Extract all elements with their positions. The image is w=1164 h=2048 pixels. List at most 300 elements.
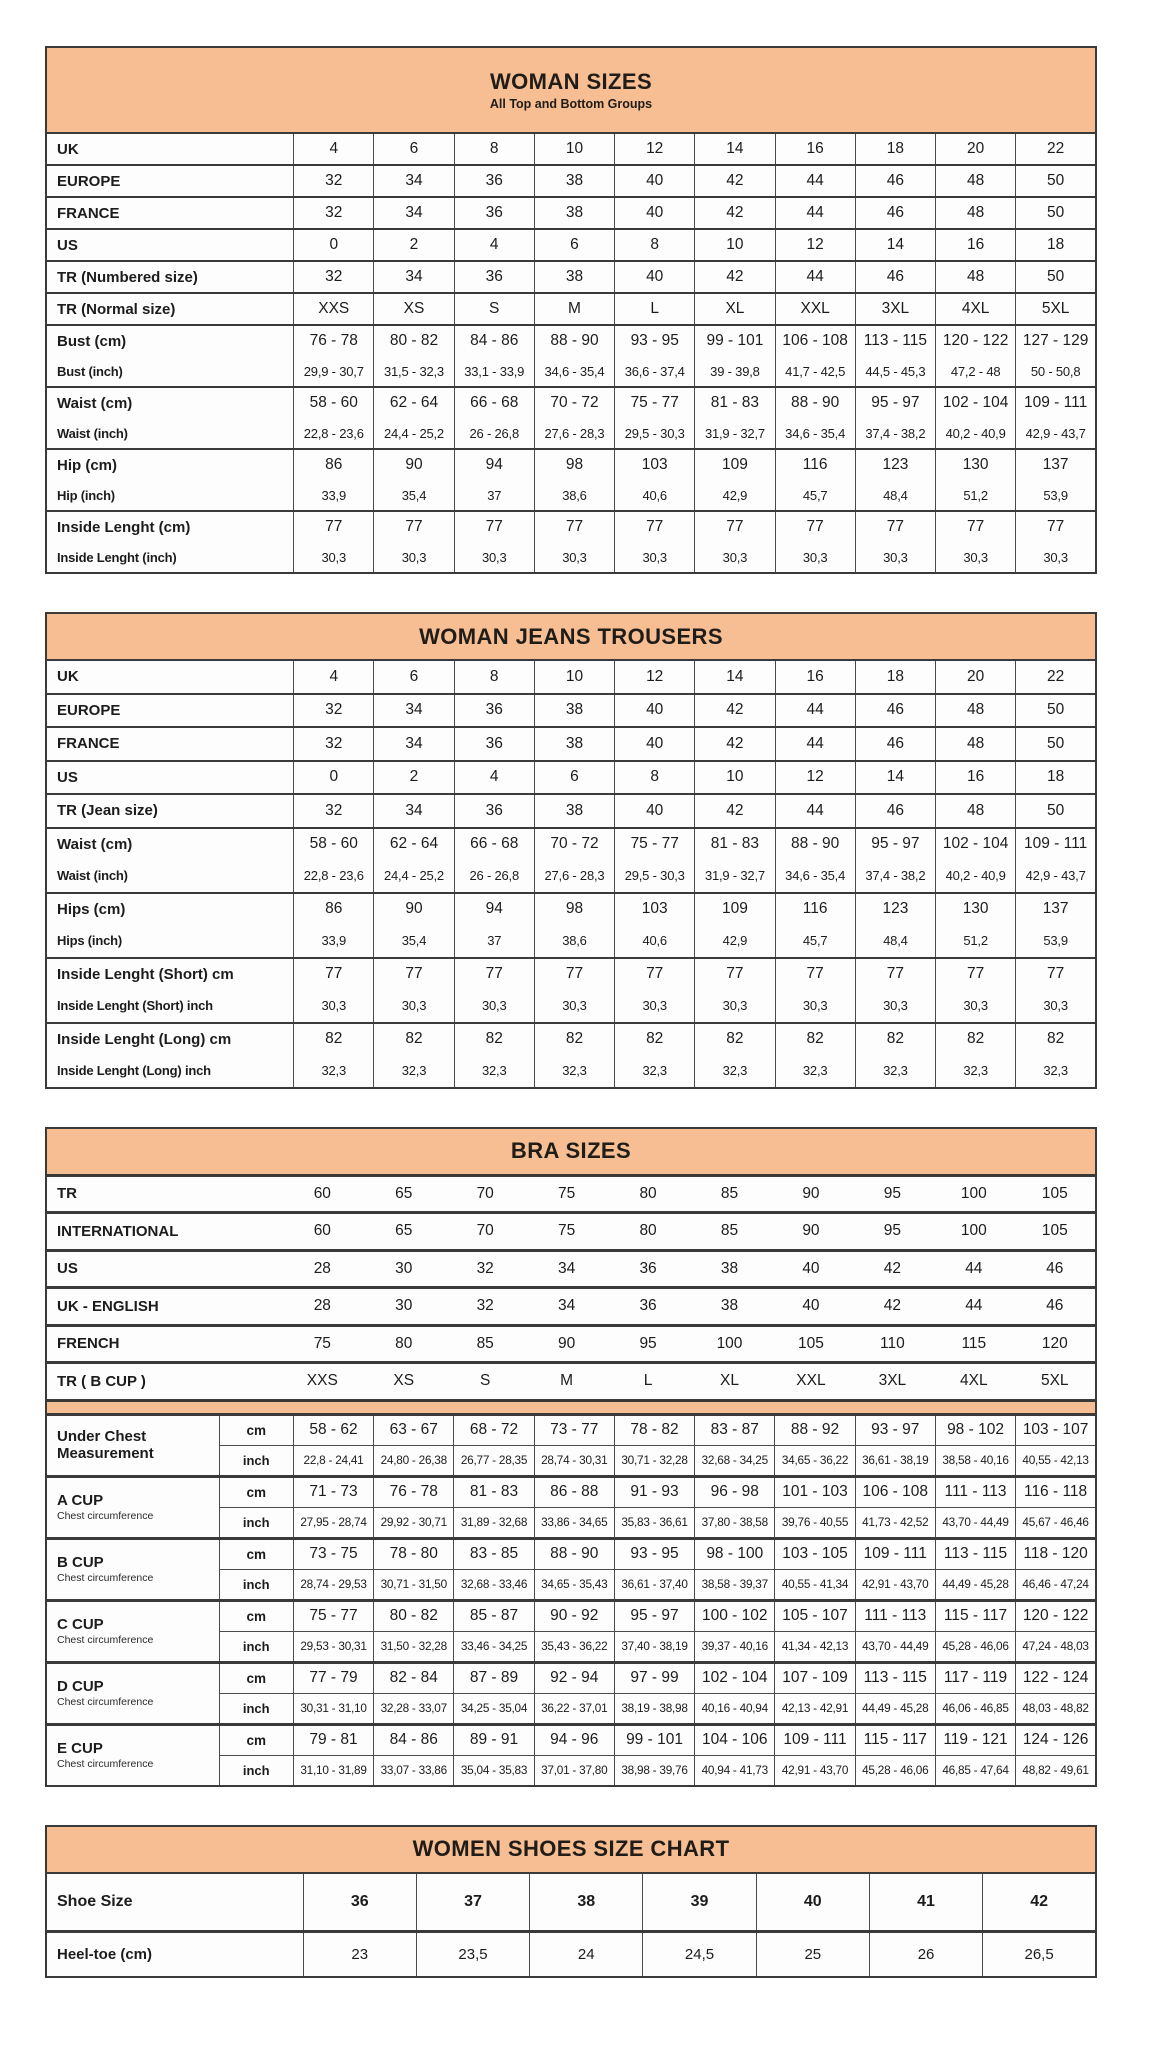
value-cell: 88 - 92 <box>775 1414 855 1445</box>
value-cell: 103 <box>615 449 695 480</box>
value-cell: 16 <box>936 761 1016 795</box>
value-cell: 32,68 - 34,25 <box>695 1445 775 1476</box>
value-cell: 60 <box>282 1175 363 1213</box>
bra-measurements-table <box>45 1413 1097 1787</box>
value-cell: 100 - 102 <box>695 1600 775 1631</box>
value-cell: 42 <box>852 1250 933 1288</box>
value-cell: 45,28 - 46,06 <box>855 1755 935 1786</box>
value-cell: 106 - 108 <box>855 1476 935 1507</box>
value-cell: 40,2 - 40,9 <box>936 418 1016 449</box>
value-cell: 18 <box>1016 229 1096 261</box>
value-cell: 50 <box>1016 197 1096 229</box>
value-cell: 42 <box>695 794 775 828</box>
value-cell: 39,37 - 40,16 <box>695 1631 775 1662</box>
value-cell: 80 <box>363 1325 444 1363</box>
value-cell: 77 <box>695 958 775 991</box>
table-row <box>46 660 1096 694</box>
value-cell: 101 - 103 <box>775 1476 855 1507</box>
value-cell: 30,3 <box>775 990 855 1023</box>
value-cell: 102 - 104 <box>936 828 1016 861</box>
value-cell: 44,5 - 45,3 <box>855 356 935 387</box>
value-cell: 70 - 72 <box>534 387 614 418</box>
value-cell: 50 <box>1016 165 1096 197</box>
value-cell: 40 <box>770 1288 851 1326</box>
value-cell: 48 <box>936 165 1016 197</box>
value-cell: 82 <box>936 1023 1016 1056</box>
value-cell: 34,6 - 35,4 <box>534 356 614 387</box>
value-cell: 47,24 - 48,03 <box>1016 1631 1096 1662</box>
value-cell: 86 <box>294 893 374 926</box>
value-cell: 63 - 67 <box>374 1414 454 1445</box>
woman-sizes-table <box>45 132 1097 574</box>
value-cell: 81 - 83 <box>695 828 775 861</box>
value-cell: 111 - 113 <box>935 1476 1015 1507</box>
row-sublabel: Chest circumference <box>57 1510 154 1523</box>
value-cell: 4 <box>294 660 374 694</box>
unit-cell: inch <box>219 1631 293 1662</box>
value-cell: 44 <box>933 1250 1014 1288</box>
value-cell: 58 - 60 <box>294 828 374 861</box>
table-row <box>46 990 1096 1023</box>
value-cell: 77 - 79 <box>293 1662 373 1693</box>
value-cell: 18 <box>855 660 935 694</box>
table-row <box>46 1023 1096 1056</box>
value-cell: 32,3 <box>775 1055 855 1088</box>
value-cell: 42 <box>983 1873 1096 1932</box>
value-cell: 95 <box>607 1325 688 1363</box>
value-cell: 36 <box>454 261 534 293</box>
value-cell: 36,6 - 37,4 <box>615 356 695 387</box>
value-cell: 41,7 - 42,5 <box>775 356 855 387</box>
row-label: Inside Lenght (Long) cm <box>46 1023 294 1056</box>
value-cell: 29,5 - 30,3 <box>615 418 695 449</box>
value-cell: 93 - 97 <box>855 1414 935 1445</box>
value-cell: 6 <box>374 133 454 165</box>
value-cell: 103 - 107 <box>1016 1414 1096 1445</box>
table-row <box>46 794 1096 828</box>
value-cell: 34 <box>374 794 454 828</box>
value-cell: 103 - 105 <box>775 1538 855 1569</box>
value-cell: 77 <box>534 511 614 542</box>
value-cell: 47,2 - 48 <box>936 356 1016 387</box>
value-cell: 4XL <box>936 293 1016 325</box>
value-cell: 115 <box>933 1325 1014 1363</box>
value-cell: 97 - 99 <box>614 1662 694 1693</box>
value-cell: 95 - 97 <box>855 828 935 861</box>
value-cell: 32,3 <box>1016 1055 1096 1088</box>
value-cell: 100 <box>689 1325 770 1363</box>
row-label: TR ( B CUP ) <box>46 1363 282 1400</box>
row-label: B CUP <box>57 1553 104 1571</box>
value-cell: 92 - 94 <box>534 1662 614 1693</box>
value-cell: 50 <box>1016 727 1096 761</box>
value-cell: XS <box>374 293 454 325</box>
value-cell: 58 - 62 <box>293 1414 373 1445</box>
value-cell: 46 <box>855 727 935 761</box>
row-label: Hip (cm) <box>46 449 294 480</box>
value-cell: 115 - 117 <box>855 1724 935 1755</box>
value-cell: 109 - 111 <box>1016 828 1096 861</box>
table-row <box>46 418 1096 449</box>
value-cell: 36 <box>607 1288 688 1326</box>
value-cell: 29,9 - 30,7 <box>294 356 374 387</box>
value-cell: 30,3 <box>615 542 695 573</box>
value-cell: 87 - 89 <box>454 1662 534 1693</box>
value-cell: 38 <box>534 794 614 828</box>
woman-sizes-subtitle: All Top and Bottom Groups <box>489 97 653 111</box>
row-label: FRENCH <box>46 1325 282 1363</box>
woman-sizes-section <box>45 46 1097 574</box>
value-cell: 40 <box>615 165 695 197</box>
value-cell: 12 <box>775 761 855 795</box>
value-cell: 31,50 - 32,28 <box>374 1631 454 1662</box>
value-cell: 44 <box>775 794 855 828</box>
value-cell: 105 - 107 <box>775 1600 855 1631</box>
table-row <box>46 511 1096 542</box>
value-cell: 86 - 88 <box>534 1476 614 1507</box>
value-cell: 77 <box>615 958 695 991</box>
value-cell: 42 <box>695 197 775 229</box>
woman-jeans-title: WOMAN JEANS TROUSERS <box>419 623 723 649</box>
value-cell: XL <box>689 1363 770 1400</box>
value-cell: 30 <box>363 1250 444 1288</box>
value-cell: 130 <box>936 893 1016 926</box>
value-cell: 45,28 - 46,06 <box>935 1631 1015 1662</box>
value-cell: 30 <box>363 1288 444 1326</box>
value-cell: 44,49 - 45,28 <box>935 1569 1015 1600</box>
row-label: US <box>46 761 294 795</box>
value-cell: 98 <box>534 893 614 926</box>
value-cell: 10 <box>695 229 775 261</box>
value-cell: 38 <box>534 694 614 728</box>
value-cell: 27,6 - 28,3 <box>534 418 614 449</box>
value-cell: 44 <box>775 197 855 229</box>
value-cell: 8 <box>454 660 534 694</box>
row-label: Hips (cm) <box>46 893 294 926</box>
value-cell: 37 <box>454 925 534 958</box>
bra-conversion-table <box>45 1174 1097 1401</box>
row-group-label <box>46 1724 219 1786</box>
value-cell: 44,49 - 45,28 <box>855 1693 935 1724</box>
value-cell: 76 - 78 <box>374 1476 454 1507</box>
value-cell: 44 <box>775 165 855 197</box>
value-cell: 30,3 <box>855 990 935 1023</box>
value-cell: 137 <box>1016 893 1096 926</box>
value-cell: 42,91 - 43,70 <box>855 1569 935 1600</box>
value-cell: 27,95 - 28,74 <box>293 1507 373 1538</box>
table-row <box>46 1662 1096 1693</box>
value-cell: 77 <box>775 511 855 542</box>
value-cell: 73 - 77 <box>534 1414 614 1445</box>
row-label: Bust (cm) <box>46 325 294 356</box>
unit-cell: inch <box>219 1569 293 1600</box>
value-cell: 38,98 - 39,76 <box>614 1755 694 1786</box>
value-cell: M <box>534 293 614 325</box>
value-cell: 95 <box>852 1213 933 1251</box>
table-row <box>46 1250 1096 1288</box>
value-cell: 6 <box>374 660 454 694</box>
value-cell: 38,58 - 40,16 <box>935 1445 1015 1476</box>
value-cell: 34 <box>374 727 454 761</box>
table-row <box>46 1055 1096 1088</box>
value-cell: 46,85 - 47,64 <box>935 1755 1015 1786</box>
value-cell: 102 - 104 <box>936 387 1016 418</box>
value-cell: 100 <box>933 1213 1014 1251</box>
value-cell: 40 <box>615 794 695 828</box>
value-cell: 77 <box>855 511 935 542</box>
shoes-title: WOMEN SHOES SIZE CHART <box>412 1836 730 1861</box>
value-cell: 77 <box>374 958 454 991</box>
value-cell: 75 <box>282 1325 363 1363</box>
value-cell: 82 <box>695 1023 775 1056</box>
value-cell: 30,3 <box>454 990 534 1023</box>
value-cell: 0 <box>294 229 374 261</box>
table-row <box>46 1175 1096 1213</box>
table-row <box>46 449 1096 480</box>
value-cell: 31,10 - 31,89 <box>293 1755 373 1786</box>
value-cell: 46 <box>855 794 935 828</box>
value-cell: 26,77 - 28,35 <box>454 1445 534 1476</box>
row-sublabel: Chest circumference <box>57 1696 154 1709</box>
value-cell: 78 - 82 <box>614 1414 694 1445</box>
value-cell: 39 <box>643 1873 756 1932</box>
value-cell: 83 - 87 <box>695 1414 775 1445</box>
value-cell: 14 <box>855 761 935 795</box>
value-cell: 30,3 <box>855 542 935 573</box>
value-cell: 35,83 - 36,61 <box>614 1507 694 1538</box>
value-cell: 0 <box>294 761 374 795</box>
value-cell: 36 <box>454 694 534 728</box>
value-cell: 116 - 118 <box>1016 1476 1096 1507</box>
value-cell: 94 - 96 <box>534 1724 614 1755</box>
value-cell: 94 <box>454 449 534 480</box>
value-cell: M <box>526 1363 607 1400</box>
value-cell: 36 <box>454 727 534 761</box>
value-cell: 5XL <box>1015 1363 1096 1400</box>
value-cell: 38 <box>689 1250 770 1288</box>
value-cell: 34 <box>374 694 454 728</box>
value-cell: 40 <box>615 727 695 761</box>
value-cell: 77 <box>454 958 534 991</box>
value-cell: 20 <box>936 133 1016 165</box>
value-cell: 41,34 - 42,13 <box>775 1631 855 1662</box>
table-row <box>46 261 1096 293</box>
unit-cell: cm <box>219 1662 293 1693</box>
value-cell: 90 <box>374 893 454 926</box>
value-cell: 95 - 97 <box>855 387 935 418</box>
woman-sizes-title: WOMAN SIZES <box>489 69 653 94</box>
value-cell: 34 <box>374 197 454 229</box>
value-cell: 38 <box>689 1288 770 1326</box>
value-cell: 66 - 68 <box>454 387 534 418</box>
value-cell: 30,3 <box>454 542 534 573</box>
value-cell: 42,13 - 42,91 <box>775 1693 855 1724</box>
unit-cell: cm <box>219 1724 293 1755</box>
value-cell: 105 <box>1015 1213 1096 1251</box>
value-cell: 43,70 - 44,49 <box>855 1631 935 1662</box>
value-cell: 34,6 - 35,4 <box>775 860 855 893</box>
value-cell: 82 <box>534 1023 614 1056</box>
value-cell: 33,1 - 33,9 <box>454 356 534 387</box>
row-label: Inside Lenght (Long) inch <box>57 1063 211 1079</box>
value-cell: 60 <box>282 1213 363 1251</box>
value-cell: 16 <box>936 229 1016 261</box>
value-cell: 4 <box>294 133 374 165</box>
value-cell: 82 <box>294 1023 374 1056</box>
value-cell: 42,9 - 43,7 <box>1016 860 1096 893</box>
value-cell: 18 <box>1016 761 1096 795</box>
value-cell: 5XL <box>1016 293 1096 325</box>
value-cell: 116 <box>775 893 855 926</box>
value-cell: L <box>607 1363 688 1400</box>
value-cell: 30,3 <box>1016 542 1096 573</box>
value-cell: 89 - 91 <box>454 1724 534 1755</box>
table-row <box>46 293 1096 325</box>
value-cell: 40 <box>756 1873 869 1932</box>
value-cell: 123 <box>855 893 935 926</box>
value-cell: 83 - 85 <box>454 1538 534 1569</box>
row-label: Waist (cm) <box>46 387 294 418</box>
value-cell: 38,19 - 38,98 <box>614 1693 694 1724</box>
row-label: EUROPE <box>46 165 294 197</box>
value-cell: 32,3 <box>294 1055 374 1088</box>
value-cell: 48 <box>936 197 1016 229</box>
bra-table-divider <box>45 1401 1097 1413</box>
value-cell: 36,61 - 38,19 <box>855 1445 935 1476</box>
value-cell: 33,9 <box>294 480 374 511</box>
table-row <box>46 356 1096 387</box>
value-cell: 30,31 - 31,10 <box>293 1693 373 1724</box>
value-cell: 38,58 - 39,37 <box>695 1569 775 1600</box>
value-cell: 4 <box>454 761 534 795</box>
value-cell: 35,4 <box>374 925 454 958</box>
value-cell: 36,61 - 37,40 <box>614 1569 694 1600</box>
value-cell: 48 <box>936 794 1016 828</box>
woman-sizes-header <box>45 46 1097 132</box>
value-cell: 75 - 77 <box>615 828 695 861</box>
size-charts-page <box>45 46 1097 1978</box>
value-cell: 32 <box>294 165 374 197</box>
value-cell: 40 <box>615 261 695 293</box>
value-cell: 32 <box>294 694 374 728</box>
value-cell: 30,3 <box>534 542 614 573</box>
woman-jeans-section <box>45 612 1097 1089</box>
value-cell: 34 <box>374 261 454 293</box>
woman-jeans-table <box>45 659 1097 1089</box>
value-cell: 8 <box>615 761 695 795</box>
value-cell: 40 <box>770 1250 851 1288</box>
row-label: Heel-toe (cm) <box>46 1931 303 1977</box>
table-row <box>46 727 1096 761</box>
value-cell: 77 <box>775 958 855 991</box>
value-cell: 95 - 97 <box>614 1600 694 1631</box>
value-cell: 36 <box>454 197 534 229</box>
value-cell: 32,3 <box>534 1055 614 1088</box>
value-cell: 22 <box>1016 660 1096 694</box>
value-cell: 109 - 111 <box>775 1724 855 1755</box>
value-cell: 51,2 <box>936 480 1016 511</box>
table-row <box>46 197 1096 229</box>
value-cell: 95 <box>852 1175 933 1213</box>
value-cell: 50 <box>1016 694 1096 728</box>
value-cell: 37,40 - 38,19 <box>614 1631 694 1662</box>
value-cell: 75 - 77 <box>615 387 695 418</box>
value-cell: 79 - 81 <box>293 1724 373 1755</box>
row-label: EUROPE <box>46 694 294 728</box>
value-cell: 122 - 124 <box>1016 1662 1096 1693</box>
table-row <box>46 480 1096 511</box>
table-row <box>46 694 1096 728</box>
value-cell: 32,3 <box>855 1055 935 1088</box>
row-label: A CUP <box>57 1491 104 1509</box>
value-cell: 85 <box>689 1213 770 1251</box>
value-cell: 40,6 <box>615 925 695 958</box>
value-cell: 22 <box>1016 133 1096 165</box>
value-cell: 31,5 - 32,3 <box>374 356 454 387</box>
value-cell: 82 <box>1016 1023 1096 1056</box>
row-label: E CUP <box>57 1739 103 1757</box>
row-label: Inside Lenght (inch) <box>57 549 177 565</box>
table-row <box>46 1873 1096 1932</box>
value-cell: 42,91 - 43,70 <box>775 1755 855 1786</box>
value-cell: 80 <box>607 1213 688 1251</box>
value-cell: 40,6 <box>615 480 695 511</box>
value-cell: 36,22 - 37,01 <box>534 1693 614 1724</box>
value-cell: 30,3 <box>936 542 1016 573</box>
value-cell: 113 - 115 <box>855 1662 935 1693</box>
value-cell: 90 <box>770 1213 851 1251</box>
value-cell: 48 <box>936 727 1016 761</box>
value-cell: 32,3 <box>695 1055 775 1088</box>
value-cell: 40,94 - 41,73 <box>695 1755 775 1786</box>
value-cell: 33,46 - 34,25 <box>454 1631 534 1662</box>
value-cell: 75 <box>526 1175 607 1213</box>
value-cell: 44 <box>775 727 855 761</box>
row-label: C CUP <box>57 1615 104 1633</box>
value-cell: 39,76 - 40,55 <box>775 1507 855 1538</box>
value-cell: 99 - 101 <box>695 325 775 356</box>
table-row <box>46 1476 1096 1507</box>
value-cell: 34,6 - 35,4 <box>775 418 855 449</box>
value-cell: 32 <box>444 1288 525 1326</box>
value-cell: 38 <box>534 197 614 229</box>
value-cell: 46 <box>1015 1288 1096 1326</box>
value-cell: 28,74 - 30,31 <box>534 1445 614 1476</box>
value-cell: 8 <box>454 133 534 165</box>
value-cell: 120 <box>1015 1325 1096 1363</box>
value-cell: 45,67 - 46,46 <box>1016 1507 1096 1538</box>
table-row <box>46 958 1096 991</box>
value-cell: 26 - 26,8 <box>454 860 534 893</box>
value-cell: 6 <box>534 229 614 261</box>
value-cell: 34 <box>374 165 454 197</box>
value-cell: 51,2 <box>936 925 1016 958</box>
row-label: Inside Lenght (Short) cm <box>46 958 294 991</box>
value-cell: 18 <box>855 133 935 165</box>
value-cell: 30,3 <box>294 542 374 573</box>
value-cell: 98 - 100 <box>695 1538 775 1569</box>
value-cell: 30,3 <box>294 990 374 1023</box>
value-cell: 40,16 - 40,94 <box>695 1693 775 1724</box>
value-cell: XXL <box>770 1363 851 1400</box>
value-cell: 80 - 82 <box>374 1600 454 1631</box>
table-row <box>46 893 1096 926</box>
value-cell: 20 <box>936 660 1016 694</box>
value-cell: 77 <box>294 958 374 991</box>
value-cell: 24,4 - 25,2 <box>374 418 454 449</box>
row-label: FRANCE <box>46 197 294 229</box>
row-label: US <box>46 1250 282 1288</box>
